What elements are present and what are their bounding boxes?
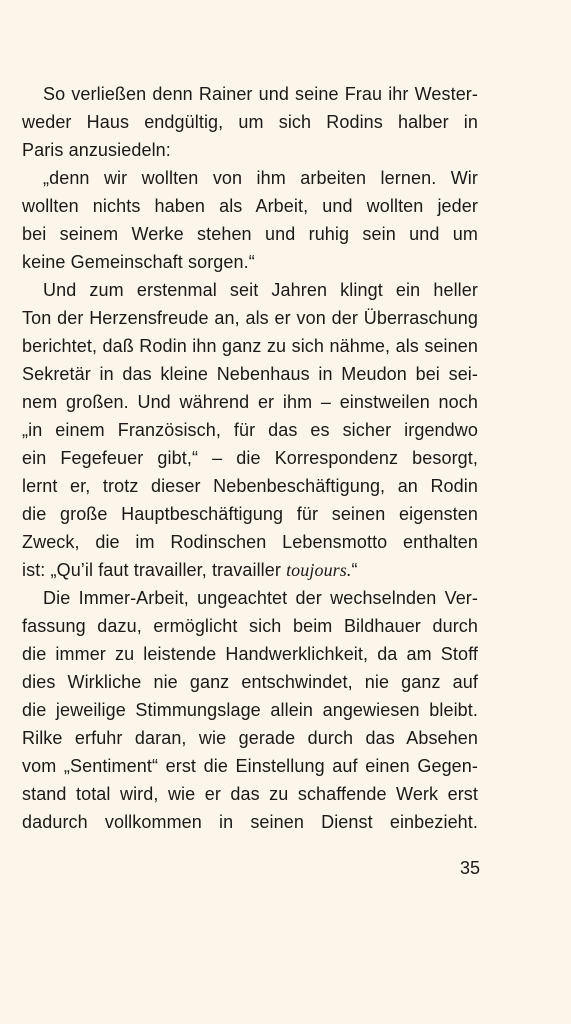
text-line: Rilke erfuhr daran, wie gerade durch das Absehen [22,728,478,748]
text-line: stand total wird, wie er das zu schaffende Werk erst [22,784,478,804]
text-line: So verließen denn Rainer und seine Frau ihr Wester- [43,84,478,104]
paragraph-after-motto [22,584,478,836]
text-line: Ton der Herzensfreude an, als er von der Überraschung [22,308,478,328]
text-line: die große Hauptbeschäftigung für seinen eigensten [22,504,478,524]
text-line: weder Haus endgültig, um sich Rodins halber in [22,112,478,132]
text-line: „denn wir wollten von ihm arbeiten lernen. Wir [43,168,478,188]
motto-suffix: “ [351,560,358,580]
text-line: die immer zu leistende Handwerklichkeit, da am Stoff [22,644,478,664]
page-number: 35 [459,858,480,878]
text-line: ein Fegefeuer gibt,“ – die Korrespondenz besorgt, [22,448,478,468]
text-line: Zweck, die im Rodinschen Lebensmotto enthalten [22,532,478,552]
text-line: die jeweilige Stimmungslage allein angewiesen bleibt. [22,700,478,720]
text-line: bei seinem Werke stehen und ruhig sein und um [22,224,478,244]
text-line: dies Wirkliche nie ganz entschwindet, nie ganz auf [22,672,478,692]
text-line: vom „Sentiment“ erst die Einstellung auf einen Gegen- [22,756,478,776]
text-line: Und zum erstenmal seit Jahren klingt ein heller [43,280,478,300]
paragraphs-before-motto [22,80,478,556]
text-line: dadurch vollkommen in seinen Dienst einbezieht. [22,812,478,832]
motto-prefix: ist: „Qu’il faut travailler, travailler [22,560,287,580]
text-line: nem großen. Und während er ihm – einstweilen noch [22,392,478,412]
motto-italic-word: toujours. [286,560,352,580]
text-line: Sekretär in das kleine Nebenhaus in Meudon bei sei- [22,364,478,384]
text-line: wollten nichts haben als Arbeit, und wollten jeder [22,196,478,216]
motto-line [22,556,478,584]
body-text [22,80,478,836]
text-line: Paris anzusiedeln: [22,140,171,160]
text-line: berichtet, daß Rodin ihn ganz zu sich nähme, als seinen [22,336,478,356]
text-line: fassung dazu, ermöglicht sich beim Bildhauer durch [22,616,478,636]
text-line: keine Gemeinschaft sorgen.“ [22,252,255,272]
text-line: lernt er, trotz dieser Nebenbeschäftigung, an Rodin [22,476,478,496]
text-line: „in einem Französisch, für das es sicher irgendwo [22,420,478,440]
text-line: Die Immer-Arbeit, ungeachtet der wechselnden Ver- [43,588,478,608]
